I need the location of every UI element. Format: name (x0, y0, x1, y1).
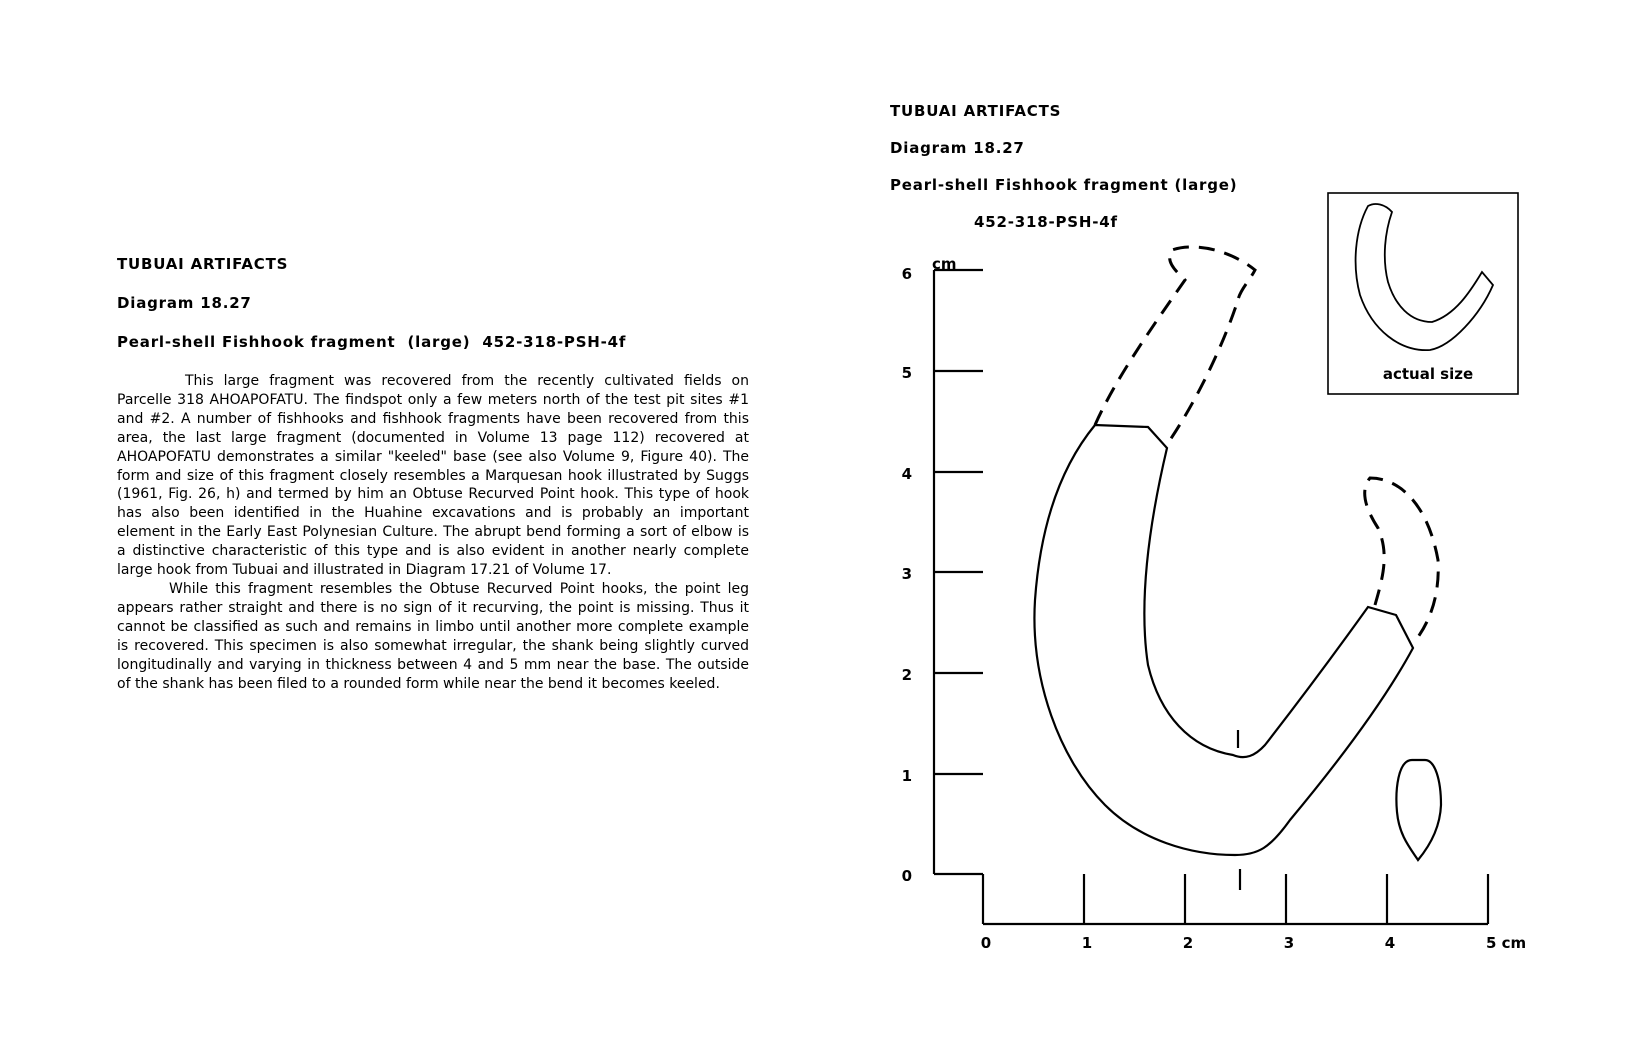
figure-section-title: TUBUAI ARTIFACTS (890, 102, 1062, 120)
figure-header (890, 102, 1237, 250)
figure-caption: Pearl-shell Fishhook fragment (large) 452-318-PSH-4f (117, 333, 627, 351)
point-reconstruction (1365, 478, 1439, 637)
description-paragraph-2: While this fragment resembles the Obtuse Recurved Point hooks, the point leg appears rather straight and there is no sign of it recurving, the point is missing. Thus it cannot be classified as such and remains in limbo until another more complete example is recovered. This specimen is also somewhat irregular, the shank being slightly curved longitudinally and varying in thickness between 4 and 5 mm near the base. The outside of the shank has been filed to a rounded form while near the bend it becomes keeled. (117, 580, 749, 692)
actual-size-hook-outline (1356, 204, 1493, 350)
figure-caption-title: Pearl-shell Fishhook fragment (large) (890, 176, 1238, 194)
inset-label: actual size (1382, 365, 1474, 383)
y-tick-label-6: 6 (901, 265, 912, 283)
figure-diagram-number: Diagram 18.27 (890, 139, 1025, 157)
y-tick-label-5: 5 (901, 364, 912, 382)
x-tick-label-2: 2 (1182, 934, 1194, 952)
y-axis-unit-label: cm (932, 255, 957, 273)
description-paragraph-1: This large fragment was recovered from the recently cultivated fields on Parcelle 318 AHOAPOFATU. The findspot only a few meters north of the test pit sites #1 and #2. A number of fishhooks and fishhook fragments have been recovered from this area, the last large fragment (documented in Volume 13 page 112) recovered at AHOAPOFATU demonstrates a similar "keeled" base (see also Volume 9, Figure 40). The form and size of this fragment closely resembles a Marquesan hook illustrated by Suggs (1961, Fig. 26, h) and termed by him an Obtuse Recurved Point hook. This type of hook has also been identified in the Huahine excavations and is probably an important element in the Early East Polynesian Culture. The abrupt bend forming a sort of elbow is a distinctive characteristic of this type and is also evident in another nearly complete large hook from Tubuai and illustrated in Diagram 17.21 of Volume 17. (117, 373, 749, 579)
y-tick-label-4: 4 (901, 465, 912, 483)
x-axis-end-label: 5 cm (1486, 934, 1527, 952)
shank-top-reconstruction (1095, 247, 1255, 440)
y-tick-label-1: 1 (901, 767, 912, 785)
x-tick-label-1: 1 (1081, 934, 1093, 952)
fishhook-outline (1034, 425, 1413, 855)
y-tick-label-2: 2 (901, 666, 912, 684)
section-title: TUBUAI ARTIFACTS (117, 255, 289, 273)
x-tick-label-3: 3 (1283, 934, 1295, 952)
diagram-number: Diagram 18.27 (117, 294, 252, 312)
x-tick-label-0: 0 (980, 934, 992, 952)
point-fragment-outline (1396, 760, 1441, 860)
x-tick-label-4: 4 (1384, 934, 1396, 952)
y-tick-label-0: 0 (901, 867, 912, 885)
y-tick-label-3: 3 (901, 565, 912, 583)
specimen-id: 452-318-PSH-4f (974, 213, 1118, 231)
